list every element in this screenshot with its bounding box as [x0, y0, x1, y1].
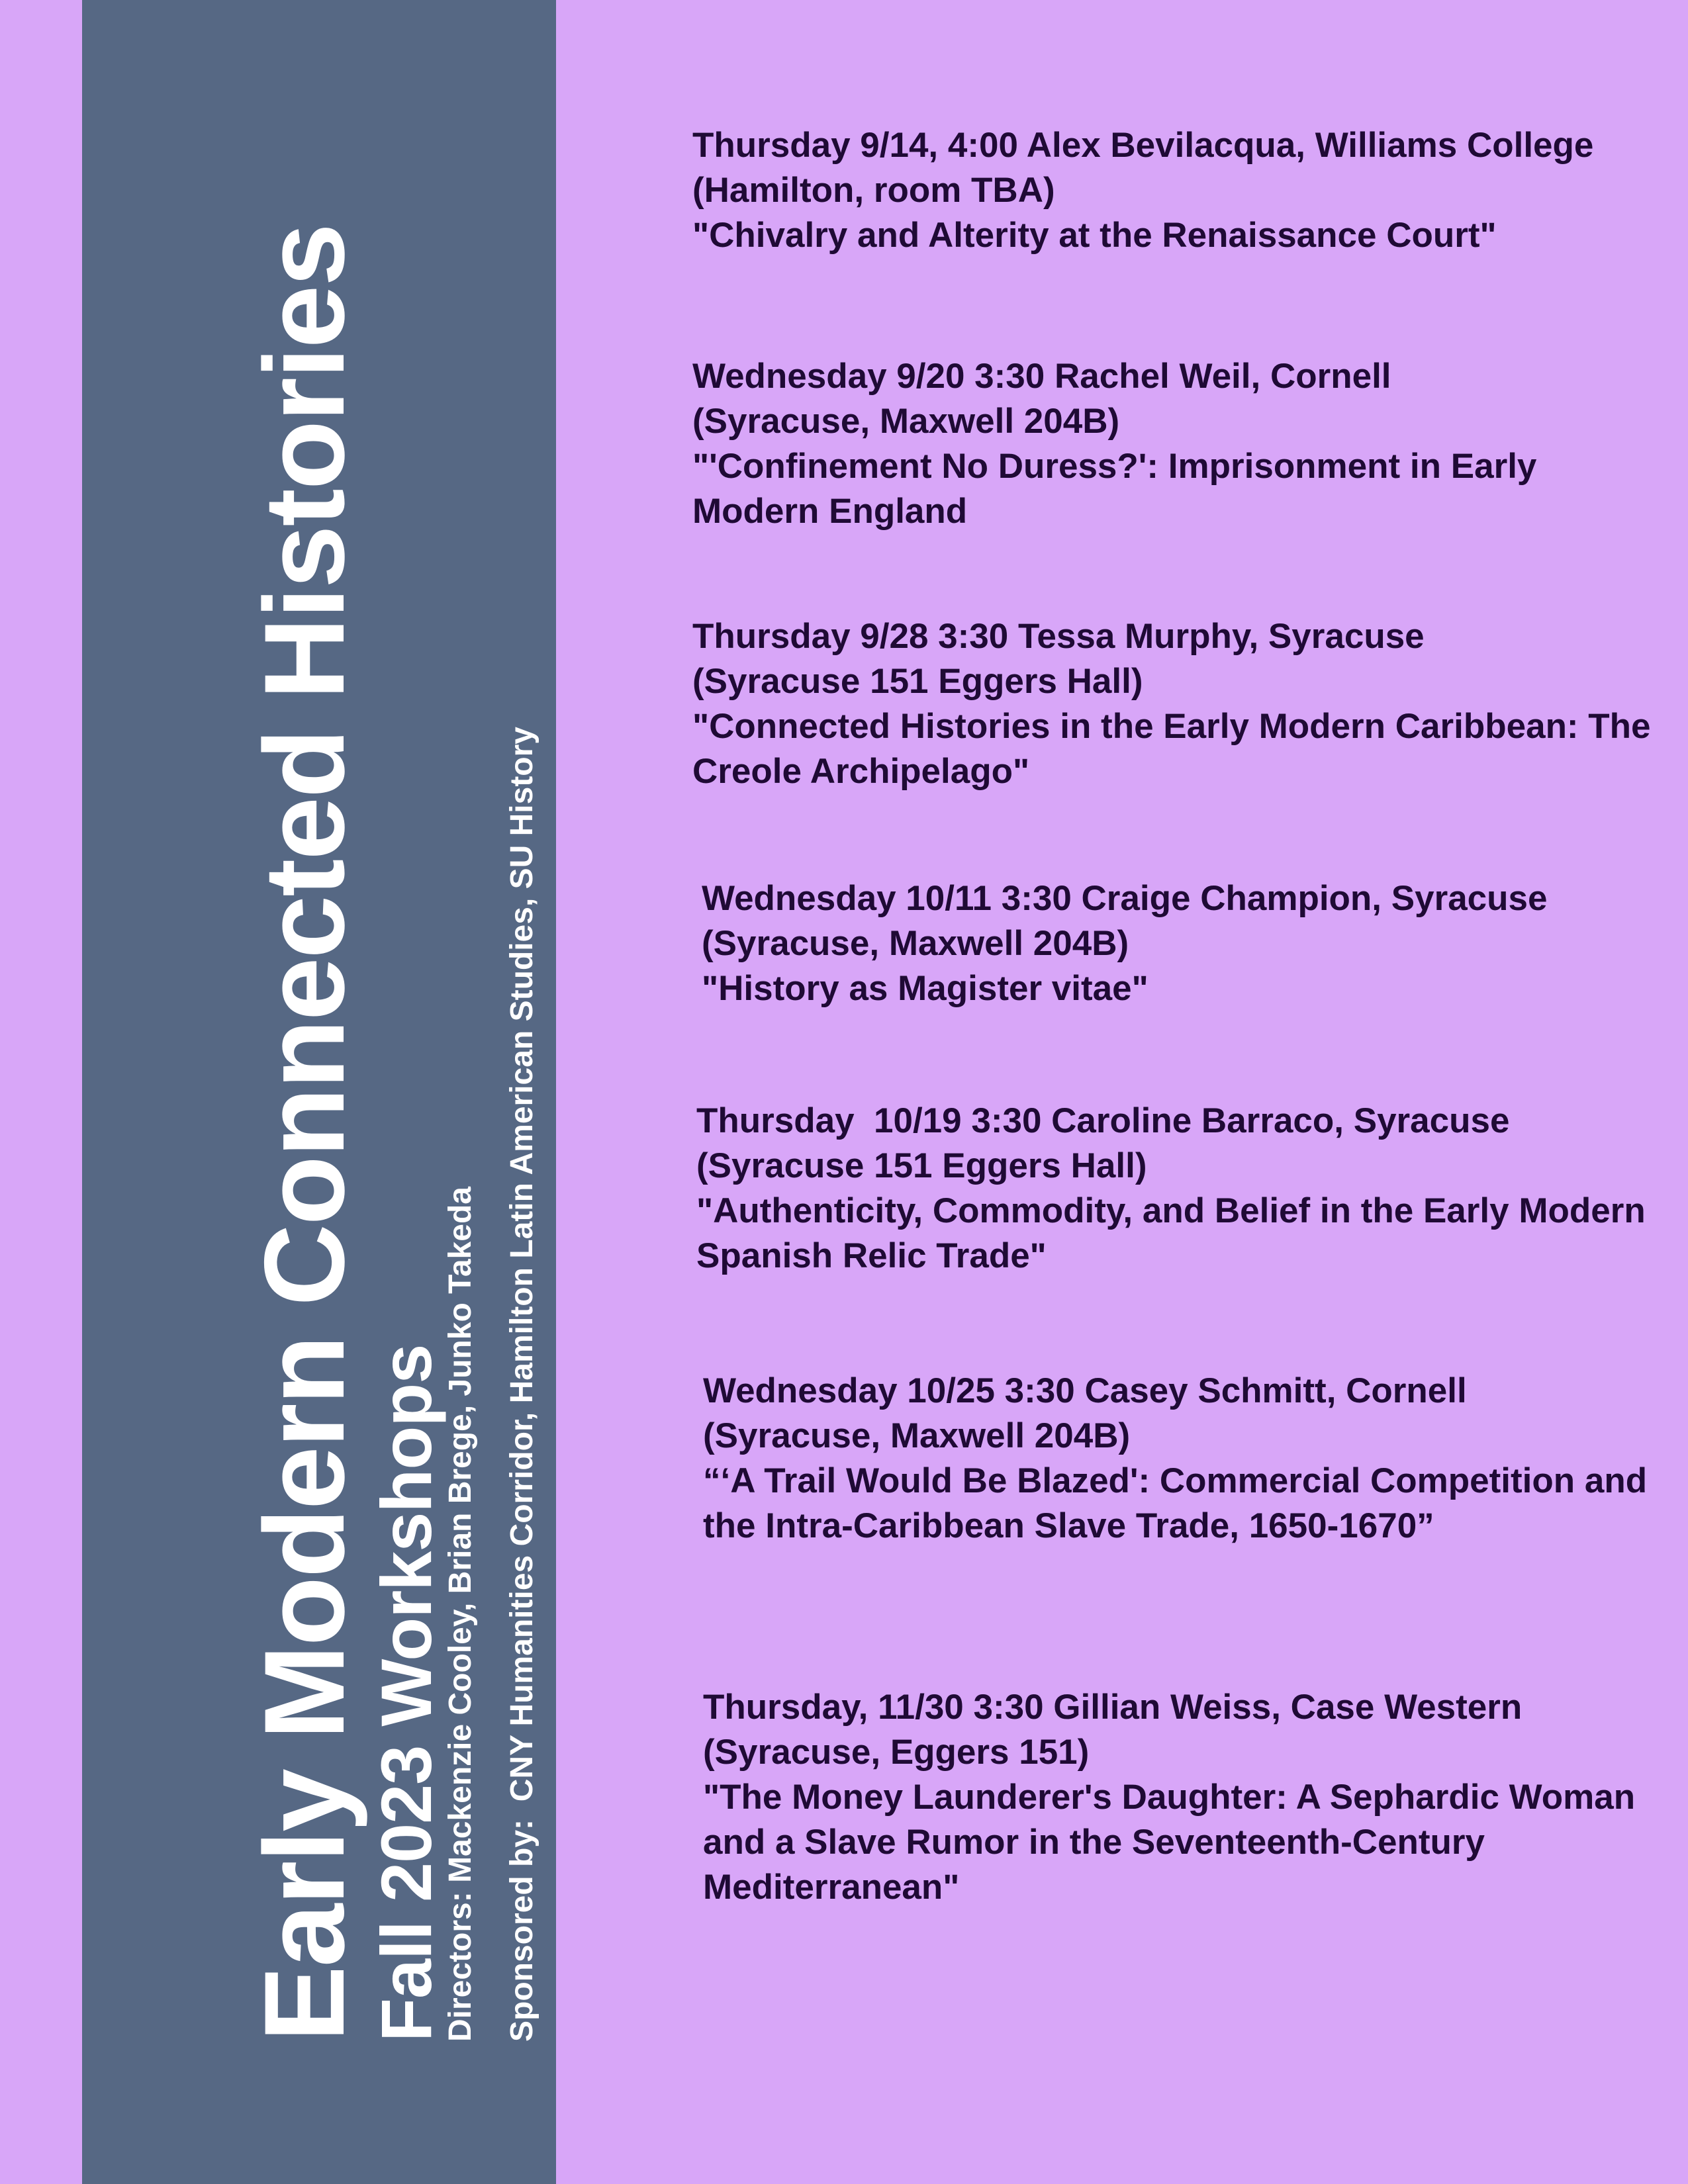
page-title: Early Modern Connected Histories	[241, 224, 368, 2042]
event-talk-title: "'Confinement No Duress?': Imprisonment in Early Modern England	[692, 447, 1547, 531]
event-when: Thursday 9/28 3:30 Tessa Murphy, Syracuse	[692, 617, 1425, 656]
event-where: (Syracuse, Maxwell 204B)	[692, 402, 1120, 441]
event-when: Thursday 10/19 3:30 Caroline Barraco, Syracuse	[696, 1101, 1510, 1140]
event-item	[692, 123, 1665, 258]
event-item	[702, 876, 1675, 1011]
event-talk-title: “‘A Trail Would Be Blazed': Commercial Competition and the Intra-Caribbean Slave Trade, 1650-1670”	[703, 1461, 1657, 1545]
event-where: (Syracuse, Eggers 151)	[703, 1733, 1090, 1772]
event-when: Thursday, 11/30 3:30 Gillian Weiss, Case Western	[703, 1688, 1523, 1727]
event-talk-title: "Authenticity, Commodity, and Belief in the Early Modern Spanish Relic Trade"	[696, 1191, 1656, 1275]
event-when: Thursday 9/14, 4:00 Alex Bevilacqua, Williams College	[692, 126, 1594, 165]
event-item	[692, 354, 1619, 534]
event-where: (Syracuse, Maxwell 204B)	[703, 1416, 1131, 1455]
event-when: Wednesday 10/25 3:30 Casey Schmitt, Cornell	[703, 1371, 1467, 1410]
event-item	[703, 1685, 1643, 1910]
event-when: Wednesday 10/11 3:30 Craige Champion, Syracuse	[702, 879, 1548, 918]
event-item	[696, 1099, 1669, 1279]
event-when: Wednesday 9/20 3:30 Rachel Weil, Cornell	[692, 357, 1391, 396]
event-where: (Syracuse 151 Eggers Hall)	[696, 1146, 1147, 1185]
event-talk-title: "The Money Launderer's Daughter: A Sephardic Woman and a Slave Rumor in the Seventeenth-Century Mediterranean"	[703, 1778, 1645, 1907]
event-where: (Syracuse 151 Eggers Hall)	[692, 662, 1143, 701]
event-talk-title: "History as Magister vitae"	[702, 969, 1149, 1008]
event-item	[703, 1369, 1676, 1549]
directors-line: Directors: Mackenzie Cooley, Brian Brege, Junko Takeda	[443, 1187, 478, 2042]
event-talk-title: "Connected Histories in the Early Modern Caribbean: The Creole Archipelago"	[692, 707, 1661, 791]
event-where: (Hamilton, room TBA)	[692, 171, 1055, 210]
page-subtitle: Fall 2023 Workshops	[366, 1344, 446, 2042]
event-talk-title: "Chivalry and Alterity at the Renaissance Court"	[692, 216, 1497, 255]
event-where: (Syracuse, Maxwell 204B)	[702, 924, 1129, 963]
sponsors-line: Sponsored by: CNY Humanities Corridor, Hamilton Latin American Studies, SU History	[504, 726, 539, 2042]
event-item	[692, 614, 1665, 794]
